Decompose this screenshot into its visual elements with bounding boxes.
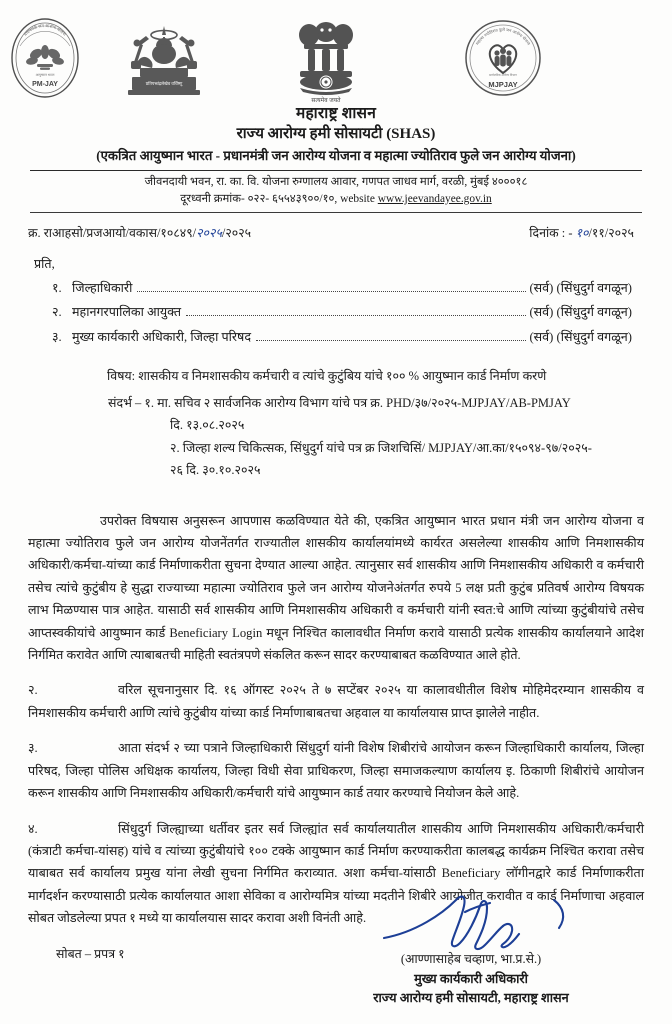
reference-heading-line (108, 393, 638, 415)
dotted-leader (256, 340, 526, 341)
subject-label: विषय: (107, 368, 136, 383)
society-name: राज्य आरोग्य हमी सोसायटी (SHAS) (236, 126, 436, 143)
ref-handwritten: २०२५ (196, 224, 222, 240)
ashoka-lion-capital-emblem (284, 16, 368, 104)
paragraph-number: ३. (28, 741, 38, 756)
signatory-name: (आण्णासाहेब चव्हाण, भा.प्र.से.) (400, 952, 542, 966)
subject-line (108, 366, 638, 388)
reference-item-1: १. मा. सचिव २ सार्वजनिक आरोग्य विभाग यांचे पत्र क्र. PHD/३७/२०२५-MJPJAY/AB-PMJAY (144, 396, 571, 411)
body-paragraph-1: उपरोक्त विषयास अनुसरून आपणास कळविण्यात येते की, एकत्रित आयुष्मान भारत प्रधान मंत्री जन आरोग्य योजना व महात्मा ज्योतिराव फुले जन आरोग्य योजनेंतर्गत राज्यातील शासकीय कार्यालयांमध्ये कार्यरत असलेल्या शासकीय आणि निमशासकीय अधिकारी/कर्मचा-यांच्या कार्ड निर्माणाकरीता सुचना देण्यात आल्या आहेत. त्यानुसार सर्व शासकीय आणि निमशासकीय अधिकारी व कर्मचारी तसेच त्यांचे कुटुंबीय हे सुद्धा राज्याच्या महात्मा ज्योतिराव फुले जन आरोग्य योजनेअंतर्गत रुपये 5 लक्ष प्रती कुटुंब प्रतिवर्ष आरोग्य विषयक लाभ मिळण्यास पात्र आहेत. यासाठी सर्व शासकीय आणि निमशासकीय अधिकारी व कर्मचारी यांनी स्वत:चे आणि त्यांच्या कुटुंबीयांचे तसेच आप्तस्वकीयांचे आयुष्मान कार्ड Beneficiary Login मधून निश्चित कालावधीत निर्माण करावे यासाठी प्रत्येक शासकीय कार्यालयाने आदेश निर्गमित करावेत आणि त्याबाबतची माहिती स्वतंत्रपणे संकलित करून सादर करण्याबाबत कळविण्यात आले होते. (28, 513, 644, 663)
addressee-list (0, 276, 672, 350)
paragraph-number: २. (28, 683, 38, 698)
svg-text:सत्यमेव जयते: सत्यमेव जयते (311, 98, 341, 104)
subject-text: शासकीय व निमशासकीय कर्मचारी व त्यांचे कुटुंबिय यांचे १०० % आयुष्मान कार्ड निर्माण करणे (138, 368, 547, 383)
letterhead-title-block (0, 104, 672, 165)
addressee-number: ३. (52, 329, 62, 344)
government-name: महाराष्ट्र शासन (295, 105, 377, 122)
reference-item-2: २. जिल्हा शल्य चिकित्सक, सिंधुदुर्ग यांचे पत्र क्र जिशचिसिं/ MJPJAY/आ.का/१५०९४-९७/२०२५- (170, 441, 592, 456)
date-rest: /११/२०२५ (588, 225, 634, 240)
salutation-prati: प्रति, (34, 256, 55, 271)
dotted-leader (137, 291, 526, 292)
paragraph-text: वरिल सूचनानुसार दि. १६ ऑगस्ट २०२५ ते ७ सप्टेंबर २०२५ या कालावधीतील विशेष मोहिमेदरम्यान शासकीय व निमशासकीय कर्मचारी आणि त्यांचे कुटुंबीय यांच्या कार्ड निर्माणाबाबतचा अहवाल या कार्यालयास प्राप्त झालेले नाहीत. (28, 683, 644, 720)
website-link[interactable]: www.jeevandayee.gov.in (377, 192, 492, 205)
reference-item-1-date: दि. १३.०८.२०२५ (170, 417, 245, 432)
svg-text:MJPJAY: MJPJAY (488, 80, 518, 89)
maharashtra-state-emblem (118, 20, 210, 100)
body-paragraph-2 (28, 679, 644, 724)
ref-prefix: क्र. राआहसो/प्रजआयो/वकास/१०८४९/ (28, 225, 197, 240)
office-contact (0, 191, 672, 208)
list-item (0, 276, 672, 301)
handwritten-signature (306, 894, 636, 956)
phone-label: दूरध्वनी क्रमांक- ०२२- ६५५४३९००/१०, website (180, 192, 378, 205)
addressee-number: १. (52, 280, 62, 295)
addressee-number: २. (52, 305, 62, 320)
ref-suffix: /२०२५ (221, 225, 252, 240)
reference-item-2-date: २६ दि. ३०.१०.२०२५ (170, 462, 261, 477)
svg-text:आयुष्मान भारत: आयुष्मान भारत (35, 73, 55, 77)
letter-body (0, 481, 672, 930)
letterhead-logo-strip (0, 0, 672, 104)
date-handwritten: १० (575, 224, 589, 240)
letterhead-address-block (0, 171, 672, 209)
addressee-scope: (सर्व) (सिंधुदुर्ग वगळून) (529, 305, 632, 320)
paragraph-number: ४. (28, 821, 38, 836)
date-label: दिनांक : - (529, 225, 576, 240)
enclosure-note: सोबत – प्रपत्र १ (56, 947, 125, 961)
signatory-organisation: राज्य आरोग्य हमी सोसायटी, महाराष्ट्र शासन (373, 991, 569, 1005)
addressee-role: महानगरपालिका आयुक्त (72, 305, 182, 320)
svg-text:सार्वजनिक आरोग्य विभाग: सार्वजनिक आरोग्य विभाग (489, 73, 517, 77)
mjpjay-logo (463, 18, 543, 98)
svg-text:महात्मा ज्योतिराव फुले जन आरोग: महात्मा ज्योतिराव फुले जन आरोग्य योजना (474, 26, 532, 46)
addressee-scope: (सर्व) (सिंधुदुर्ग वगळून) (529, 329, 632, 344)
svg-text:प्रधानमंत्री जन आरोग्य योजना: प्रधानमंत्री जन आरोग्य योजना (22, 22, 68, 37)
body-paragraph-3 (28, 737, 644, 804)
list-item (0, 325, 672, 350)
reference-label: संदर्भ – (108, 396, 142, 411)
scheme-subtitle: (एकत्रित आयुष्मान भारत - प्रधानमंत्री जन आरोग्य योजना व महात्मा ज्योतिराव फुले जन आरोग्य योजना) (96, 148, 576, 164)
list-item (0, 300, 672, 325)
paragraph-text: आता संदर्भ २ च्या पत्राने जिल्हाधिकारी सिंधुदुर्ग यांनी विशेष शिबीरांचे आयोजन करून जिल्हाधिकारी कार्यालय, जिल्हा परिषद, जिल्हा पोलिस अधिक्षक कार्यालय, जिल्हा विधी सेवा प्राधिकरण, जिल्हा समाजकल्याण कार्यालय इ. ठिकाणी शिबीरांचे आयोजन करून शासकीय आणि निमशासकीय अधिकारी/कर्मचारी यांचे आयुष्मान कार्ड तयार करण्याचे नियोजन केले आहे. (28, 741, 644, 801)
signatory-designation: मुख्य कार्यकारी अधिकारी (414, 972, 528, 986)
dotted-leader (186, 315, 526, 316)
addressee-role: मुख्य कार्यकारी अधिकारी, जिल्हा परिषद (72, 329, 252, 344)
signature-block (306, 894, 636, 1006)
subject-and-reference-block (0, 350, 672, 482)
office-address: जीवनदायी भवन, रा. का. वि. योजना रुग्णालय आवार, गणपत जाधव मार्ग, वरळी, मुंबई ४०००१८ (144, 175, 528, 188)
letter-reference-number (28, 224, 251, 241)
svg-text:प्रतिपच्चंद्रलेखेव वर्धिष्णु: प्रतिपच्चंद्रलेखेव वर्धिष्णु (145, 81, 183, 86)
addressee-role: जिल्हाधिकारी (72, 280, 133, 295)
reference-row (0, 213, 672, 241)
paragraph-text: सिंधुदुर्ग जिल्ह्याच्या धर्तीवर इतर सर्व जिल्ह्यांत सर्व कार्यालयातील शासकीय आणि निमशासकीय अधिकारी/कर्मचारी (कंत्राटी कर्मचा-यांसह) यांचे व त्यांच्या कुटुंबीयांचे १०० टक्के आयुष्मान कार्ड निर्माण करण्याकरीता कालबद्ध कार्यक्रम निश्चित करावा तसेच याबाबत सर्व कार्यालय प्रमुख यांना लेखी सुचना निर्गमित कराव्यात. अशा कर्मचा-यांसाठी Beneficiary लॉगीनद्वारे कार्ड निर्माणाकरीता मार्गदर्शन करण्यासाठी प्रत्येक कार्यालयात आशा सेविका व आरोग्यमित्र यांच्या मदतीने शिबीरे आयोजीत करावीत व कार्ड निर्माणाचा अहवाल सोबत जोडलेल्या प्रपत १ मध्ये या कार्यालयास सादर करावा अशी विनंती आहे. (28, 821, 644, 926)
addressee-scope: (सर्व) (सिंधुदुर्ग वगळून) (529, 280, 632, 295)
letter-date (529, 224, 634, 241)
pmjay-logo (6, 16, 84, 100)
svg-text:PM-JAY: PM-JAY (32, 81, 58, 88)
